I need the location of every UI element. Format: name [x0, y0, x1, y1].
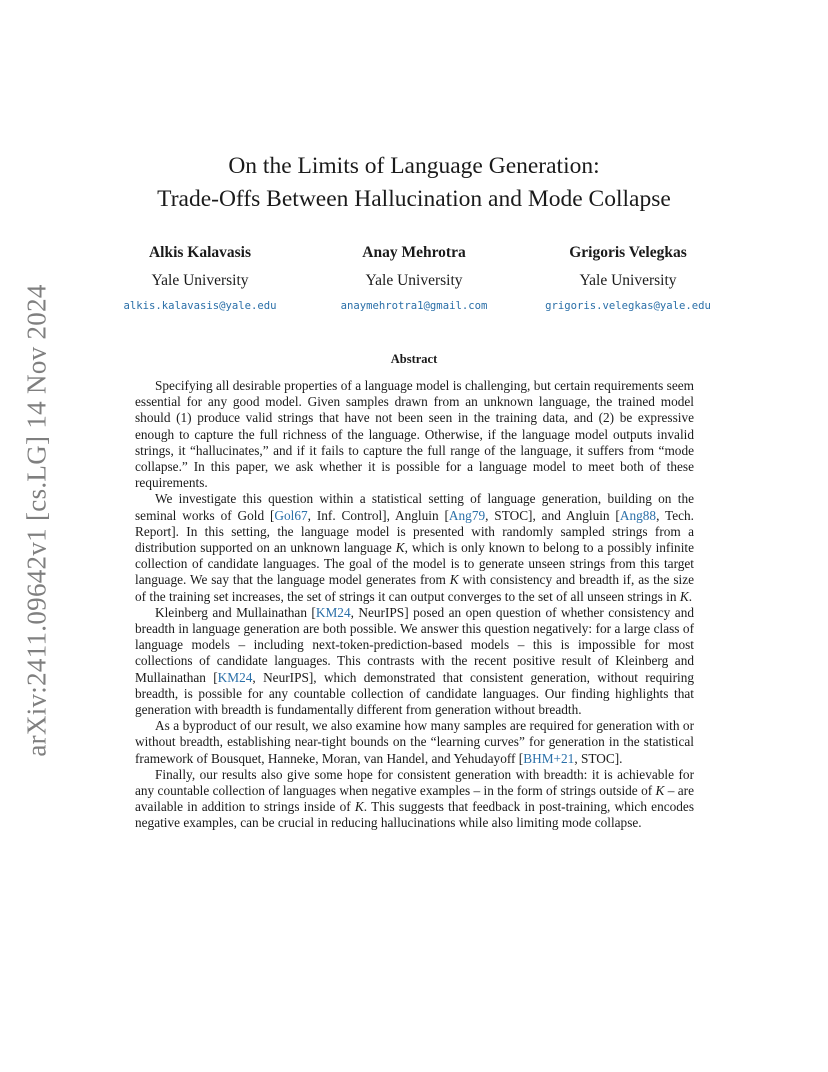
abstract-paragraph-1: Specifying all desirable properties of a language model is challenging, but certain requirements seem essential for any good model. Given samples drawn from an unknown language, the trained model should (1) produce valid strings that have not been seen in the training data, and (2) be expressive enough to capture the full richness of the language. Otherwise, if the language model outputs invalid strings, it “hallucinates,” and if it fails to capture the full range of the language, it suffers from “mode collapse.” In this paper, we ask whether it is possible for a language model to meet both of these requirements. — [135, 378, 694, 491]
text-span: with consistency and breadth if, as the size of the training set increases, the set of strings it can output converges to the set of all unseen strings in — [135, 572, 695, 604]
author-affiliation: Yale University — [151, 272, 249, 289]
text-span: . This suggests that feedback in post-training, which encodes negative examples, can be crucial in reducing hallucinations while also limiting mode collapse. — [135, 799, 694, 831]
citation-link[interactable]: Ang88 — [619, 507, 657, 523]
title-line-2: Trade-Offs Between Hallucination and Mode Collapse — [157, 186, 671, 212]
math-symbol: K — [354, 799, 364, 815]
author-block — [314, 240, 514, 316]
text-span: , STOC], and Angluin [ — [485, 507, 620, 523]
text-span: , NeurIPS], which demonstrated that consistent generation, without requiring breadth, is possible for any countable collection of candidate languages. Our finding highlights that generation with breadth is fundamentally different from generation without breadth. — [135, 669, 695, 718]
math-symbol: K — [655, 783, 665, 799]
text-span: We investigate this question within a statistical setting of language generation, building on the seminal works of Gold [ — [135, 491, 694, 523]
text-span: , which is only known to belong to a possibly infinite collection of candidate languages. The goal of the model is to generate unseen strings from this target language. We say that the language model generates from — [135, 540, 694, 588]
text-span: . — [688, 588, 693, 604]
author-name: Grigoris Velegkas — [569, 244, 687, 261]
math-symbol: K — [449, 572, 459, 588]
text-span: , Inf. Control], Angluin [ — [307, 507, 449, 523]
text-span: Kleinberg and Mullainathan [ — [155, 604, 316, 620]
citation-link[interactable]: KM24 — [315, 604, 351, 620]
author-name: Alkis Kalavasis — [148, 244, 252, 261]
citation-link[interactable]: Ang79 — [448, 507, 486, 523]
author-email-link[interactable]: anaymehrotra1@gmail.com — [340, 300, 488, 312]
abstract-paragraph-2 — [135, 491, 694, 604]
author-email-link[interactable]: grigoris.velegkas@yale.edu — [545, 300, 711, 312]
math-symbol: K — [679, 588, 689, 604]
text-span: , Tech. Report]. In this setting, the language model is presented with randomly sampled strings from a distribution supported on an unknown language — [135, 507, 694, 556]
abstract-paragraph-3 — [135, 605, 694, 718]
text-span: , NeurIPS] posed an open question of whether consistency and breadth in language generation are both possible. We answer this question negatively: for a large class of language models – including next-token-prediction-based models – this is impossible for most collections of candidate languages. This contrasts with the recent positive result of Kleinberg and Mullainathan [ — [135, 604, 694, 685]
author-block — [528, 240, 728, 316]
citation-link[interactable]: Gol67 — [274, 507, 308, 523]
arxiv-identifier-text: arXiv:2411.09642v1 [cs.LG] 14 Nov 2024 — [21, 283, 52, 757]
author-name: Anay Mehrotra — [362, 244, 466, 261]
text-span: Finally, our results also give some hope for consistent generation with breadth: it is achievable for any countable collection of languages when negative examples – in the form of strings outside of — [135, 766, 694, 799]
author-affiliation: Yale University — [579, 272, 677, 289]
citation-link[interactable]: KM24 — [217, 669, 253, 685]
text-span: , STOC]. — [574, 750, 623, 766]
abstract-paragraph-5 — [135, 767, 694, 832]
text-span: As a byproduct of our result, we also examine how many samples are required for generation with or without breadth, establishing near-tight bounds on the “learning curves” for generation in the statistical framework of Bousquet, Hanneke, Moran, van Handel, and Yehudayoff [ — [135, 718, 694, 766]
paper-title — [0, 150, 828, 216]
math-symbol: K — [395, 540, 405, 556]
text-span: – are available in addition to strings inside of — [135, 783, 694, 815]
abstract-paragraph-4 — [135, 718, 694, 767]
author-email-link[interactable]: alkis.kalavasis@yale.edu — [123, 300, 277, 312]
abstract-body — [135, 378, 694, 832]
abstract-heading: Abstract — [390, 352, 438, 366]
citation-link[interactable]: BHM+21 — [523, 750, 575, 766]
title-line-1: On the Limits of Language Generation: — [228, 153, 600, 179]
author-affiliation: Yale University — [365, 272, 463, 289]
author-block — [100, 240, 300, 316]
author-list — [0, 240, 828, 316]
